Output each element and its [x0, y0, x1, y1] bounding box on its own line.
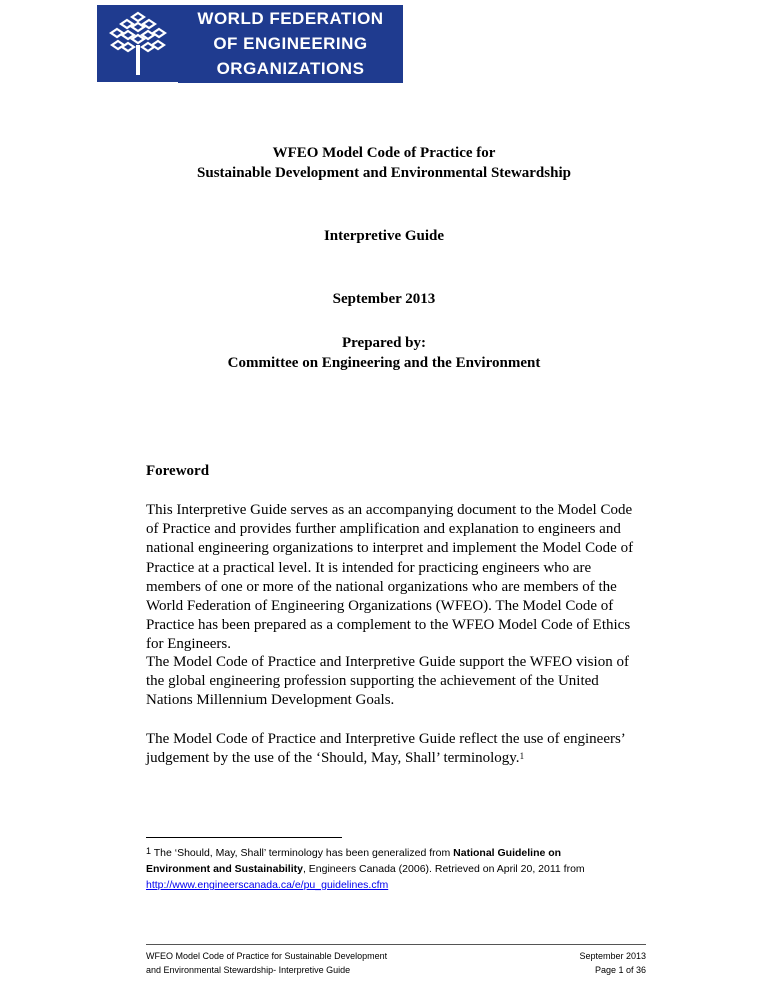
- wfeo-logo: [97, 5, 403, 82]
- footer-divider: [146, 944, 646, 945]
- footer-document-title-1: WFEO Model Code of Practice for Sustainable Development: [146, 951, 388, 961]
- footer-right: [560, 949, 646, 977]
- document-title-line-1: WFEO Model Code of Practice for: [272, 145, 496, 161]
- logo-line-2: OF ENGINEERING: [213, 34, 368, 53]
- foreword-paragraph-1: This Interpretive Guide serves as an accompanying document to the Model Code of Practice and provides further amplification and explanation to engineers and national engineering organizations to interpret and implement the Model Code of Practice at a practical level. It is intended for practicing engineers who are members of one or more of the national organizations who are members of the World Federation of Engineering Organizations (WFEO). The Model Code of Practice has been prepared as a complement to the WFEO Model Code of Ethics for Engineers.: [146, 502, 634, 653]
- footer-document-title-2: and Environmental Stewardship- Interpretive Guide: [146, 965, 351, 975]
- document-title-line-2: Sustainable Development and Environmental Stewardship: [197, 165, 571, 181]
- footer-date: September 2013: [579, 951, 646, 961]
- footer-left: [146, 949, 387, 977]
- tree-logo-icon: [97, 5, 178, 82]
- footnote-divider: [146, 837, 342, 838]
- page-number: Page 1 of 36: [594, 965, 646, 975]
- footnote-reference[interactable]: 1: [519, 751, 525, 762]
- foreword-heading: Foreword: [146, 463, 210, 479]
- footnote-link[interactable]: http://www.engineerscanada.ca/e/pu_guidelines.cfm: [146, 879, 389, 891]
- logo-wordmark: [178, 5, 403, 83]
- prepared-by-committee: Committee on Engineering and the Environment: [227, 355, 541, 371]
- footnote: [146, 845, 626, 893]
- foreword-paragraph-3: [146, 730, 646, 768]
- document-subtitle: Interpretive Guide: [323, 228, 445, 244]
- footnote-text-a: The ‘Should, May, Shall’ terminology has been generalized from: [151, 847, 454, 859]
- foreword-paragraph-3-text: The Model Code of Practice and Interpretive Guide reflect the use of engineers’ judgement by the use of the ‘Should, May, Shall’ terminology.: [146, 731, 625, 767]
- footnote-cited-title: National Guideline on Environment and Sustainability: [146, 847, 562, 875]
- logo-line-1: WORLD FEDERATION: [197, 9, 384, 28]
- footnote-number: 1: [146, 846, 152, 856]
- prepared-by-label: Prepared by:: [341, 335, 427, 351]
- footnote-text-b: , Engineers Canada (2006). Retrieved on April 20, 2011 from: [302, 863, 585, 875]
- document-date: September 2013: [332, 291, 436, 307]
- logo-line-3: ORGANIZATIONS: [216, 59, 365, 78]
- foreword-paragraph-2: The Model Code of Practice and Interpretive Guide support the WFEO vision of the global engineering profession supporting the achievement of the United Nations Millennium Development Goals.: [146, 654, 629, 709]
